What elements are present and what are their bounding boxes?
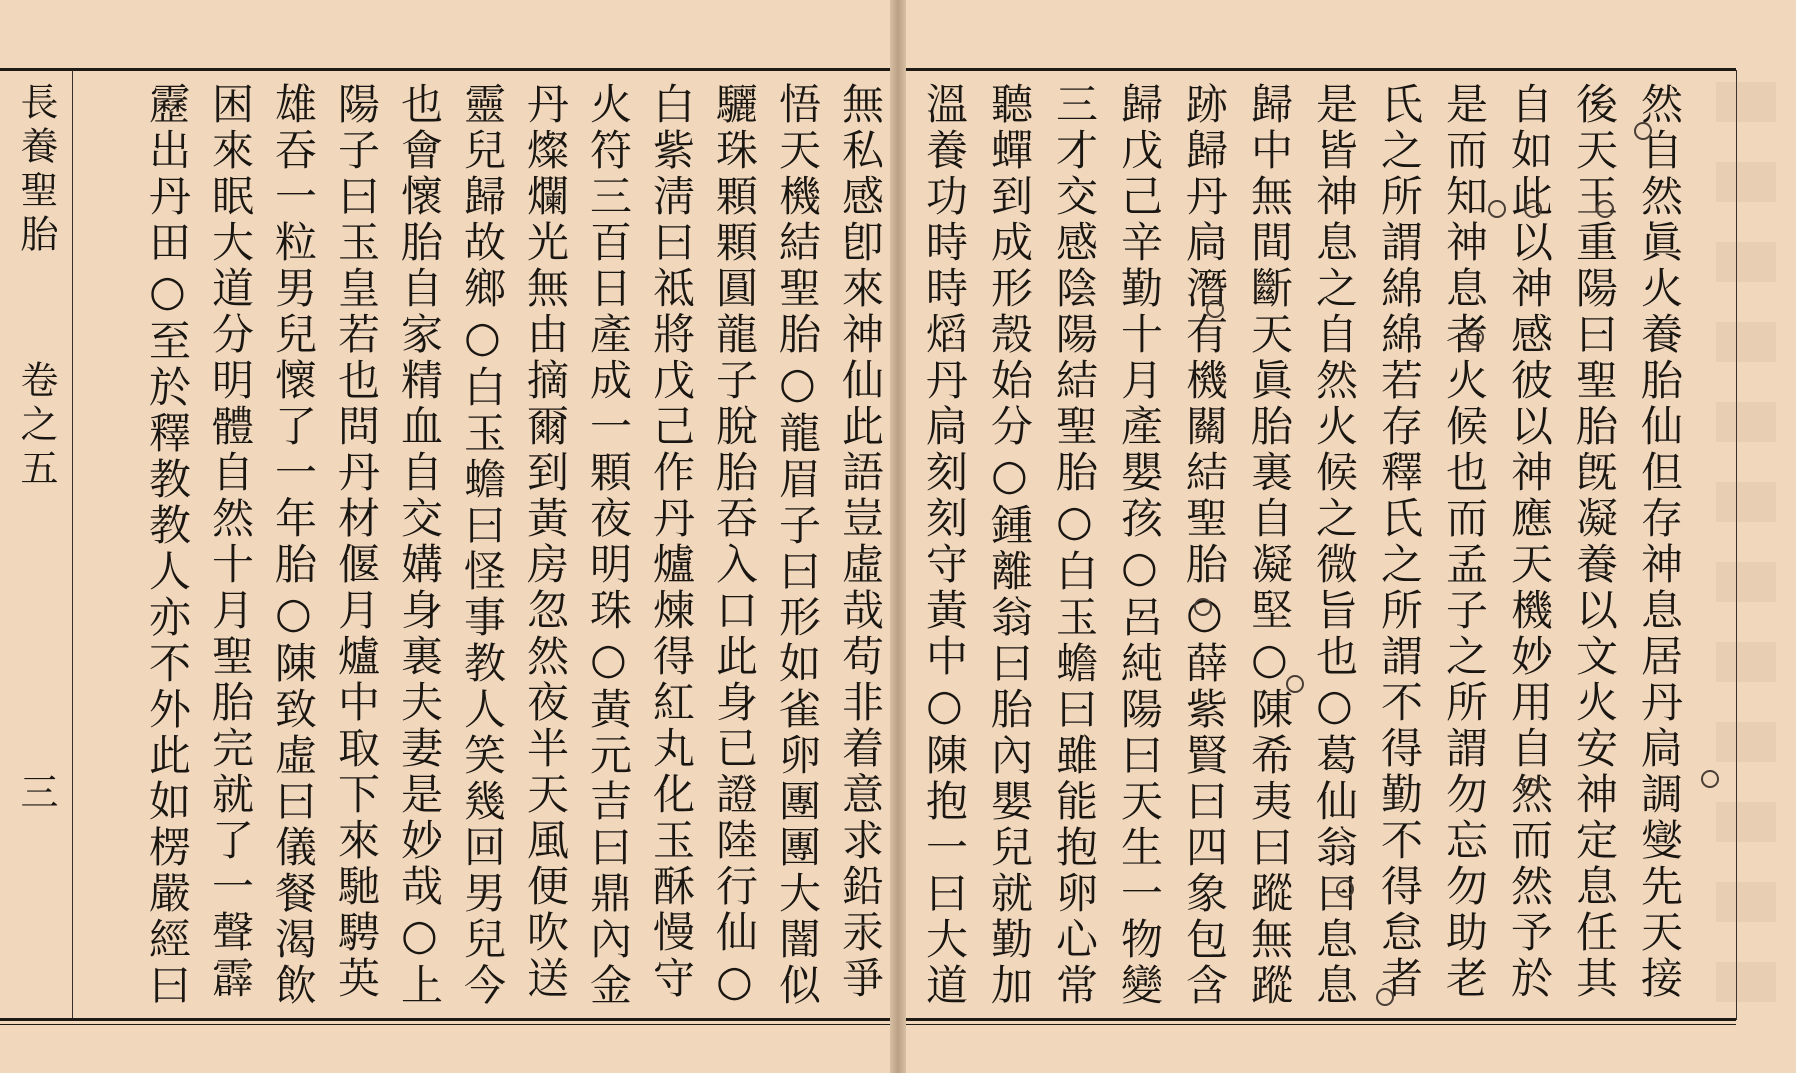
text-column: 驪珠顆顆圓龍子脫胎吞入口此身已證陸行仙○ (710, 82, 759, 1009)
text-column: 火符三百日產成一顆夜明珠○黃元吉曰鼎內金 (584, 82, 633, 1009)
text-column: 是而知神息者火候也而孟子之所謂勿忘勿助老 (1440, 82, 1489, 1002)
text-column: 自如此以神感彼以神應天機妙用自然而然予於 (1505, 82, 1554, 1002)
margin-title: 長養聖胎 (14, 82, 58, 258)
punctuation-circle (1701, 770, 1719, 788)
text-column: 困來眠大道分明體自然十月聖胎完就了一聲霹 (206, 82, 255, 1002)
text-column: 也會懷胎自家精血自交媾身裏夫妻是妙哉○上 (395, 82, 444, 1009)
top-border (0, 68, 890, 71)
text-column: 雄吞一粒男兒懷了一年胎○陳致虛曰儀餐渴飲 (269, 82, 318, 1009)
top-border (906, 68, 1736, 71)
text-column: 聽蟬到成形殼始分○鍾離翁曰胎內嬰兒就勤加 (985, 82, 1034, 1009)
bottom-border-inner (906, 1024, 1736, 1025)
text-column: 後天王重陽曰聖胎旣凝養以文火安神定息任其 (1570, 82, 1619, 1002)
show-through-ink (1716, 82, 1776, 1012)
text-column: 白紫淸曰祗將戊己作丹爐煉得紅丸化玉酥慢守 (647, 82, 696, 1002)
text-column: 靂出丹田○至於釋教教人亦不外此如楞嚴經曰 (143, 82, 192, 1009)
text-column: 三才交感陰陽結聖胎○白玉蟾曰雖能抱卵心常 (1050, 82, 1099, 1009)
punctuation-circle (1488, 200, 1506, 218)
text-column: 靈兒歸故鄉○白玉蟾曰怪事教人笑幾回男兒今 (458, 82, 507, 1009)
punctuation-circle (1336, 880, 1354, 898)
punctuation-circle (1206, 300, 1224, 318)
margin-juan: 卷之五 (14, 360, 58, 492)
text-column: 歸戊己辛勤十月產嬰孩○呂純陽曰天生一物變 (1115, 82, 1164, 1009)
text-column: 氏之所謂綿綿若存釋氏之所謂不得勤不得怠者 (1375, 82, 1424, 1002)
margin-folio: 三 (14, 772, 58, 816)
book-gutter (890, 0, 906, 1073)
right-page (906, 0, 1796, 1073)
bottom-border (0, 1018, 890, 1021)
text-column: 然自然眞火養胎仙但存神息居丹扃調燮先天接 (1635, 82, 1684, 1002)
left-page (0, 0, 890, 1073)
punctuation-circle (1522, 778, 1540, 796)
text-column: 跡歸丹扃潛有機關結聖胎○薛紫賢曰四象包含 (1180, 82, 1229, 1009)
margin-divider (72, 70, 73, 1018)
punctuation-circle (1596, 200, 1614, 218)
punctuation-circle (1524, 200, 1542, 218)
text-column: 溫養功時時熖丹扃刻刻守黃中○陳抱一曰大道 (920, 82, 969, 1009)
bottom-border-inner (0, 1024, 890, 1025)
punctuation-circle (1376, 988, 1394, 1006)
text-column: 丹燦爛光無由摘爾到黃房忽然夜半天風便吹送 (521, 82, 570, 1002)
bottom-border (906, 1018, 1736, 1021)
text-column: 悟天機結聖胎○龍眉子曰形如雀卵團團大闇似 (773, 82, 822, 1009)
punctuation-circle (1466, 328, 1484, 346)
text-column: 陽子曰玉皇若也問丹材偃月爐中取下來馳騁英 (332, 82, 381, 1002)
text-column: 是皆神息之自然火候之微旨也○葛仙翁曰息息 (1310, 82, 1359, 1009)
punctuation-circle (1194, 598, 1212, 616)
text-column: 歸中無間斷天眞胎裏自凝堅○陳希夷曰蹤無蹤 (1245, 82, 1294, 1009)
text-column: 無私感卽來神仙此語豈虛哉苟非着意求鉛汞爭 (836, 82, 885, 1002)
punctuation-circle (1286, 675, 1304, 693)
punctuation-circle (1634, 122, 1652, 140)
